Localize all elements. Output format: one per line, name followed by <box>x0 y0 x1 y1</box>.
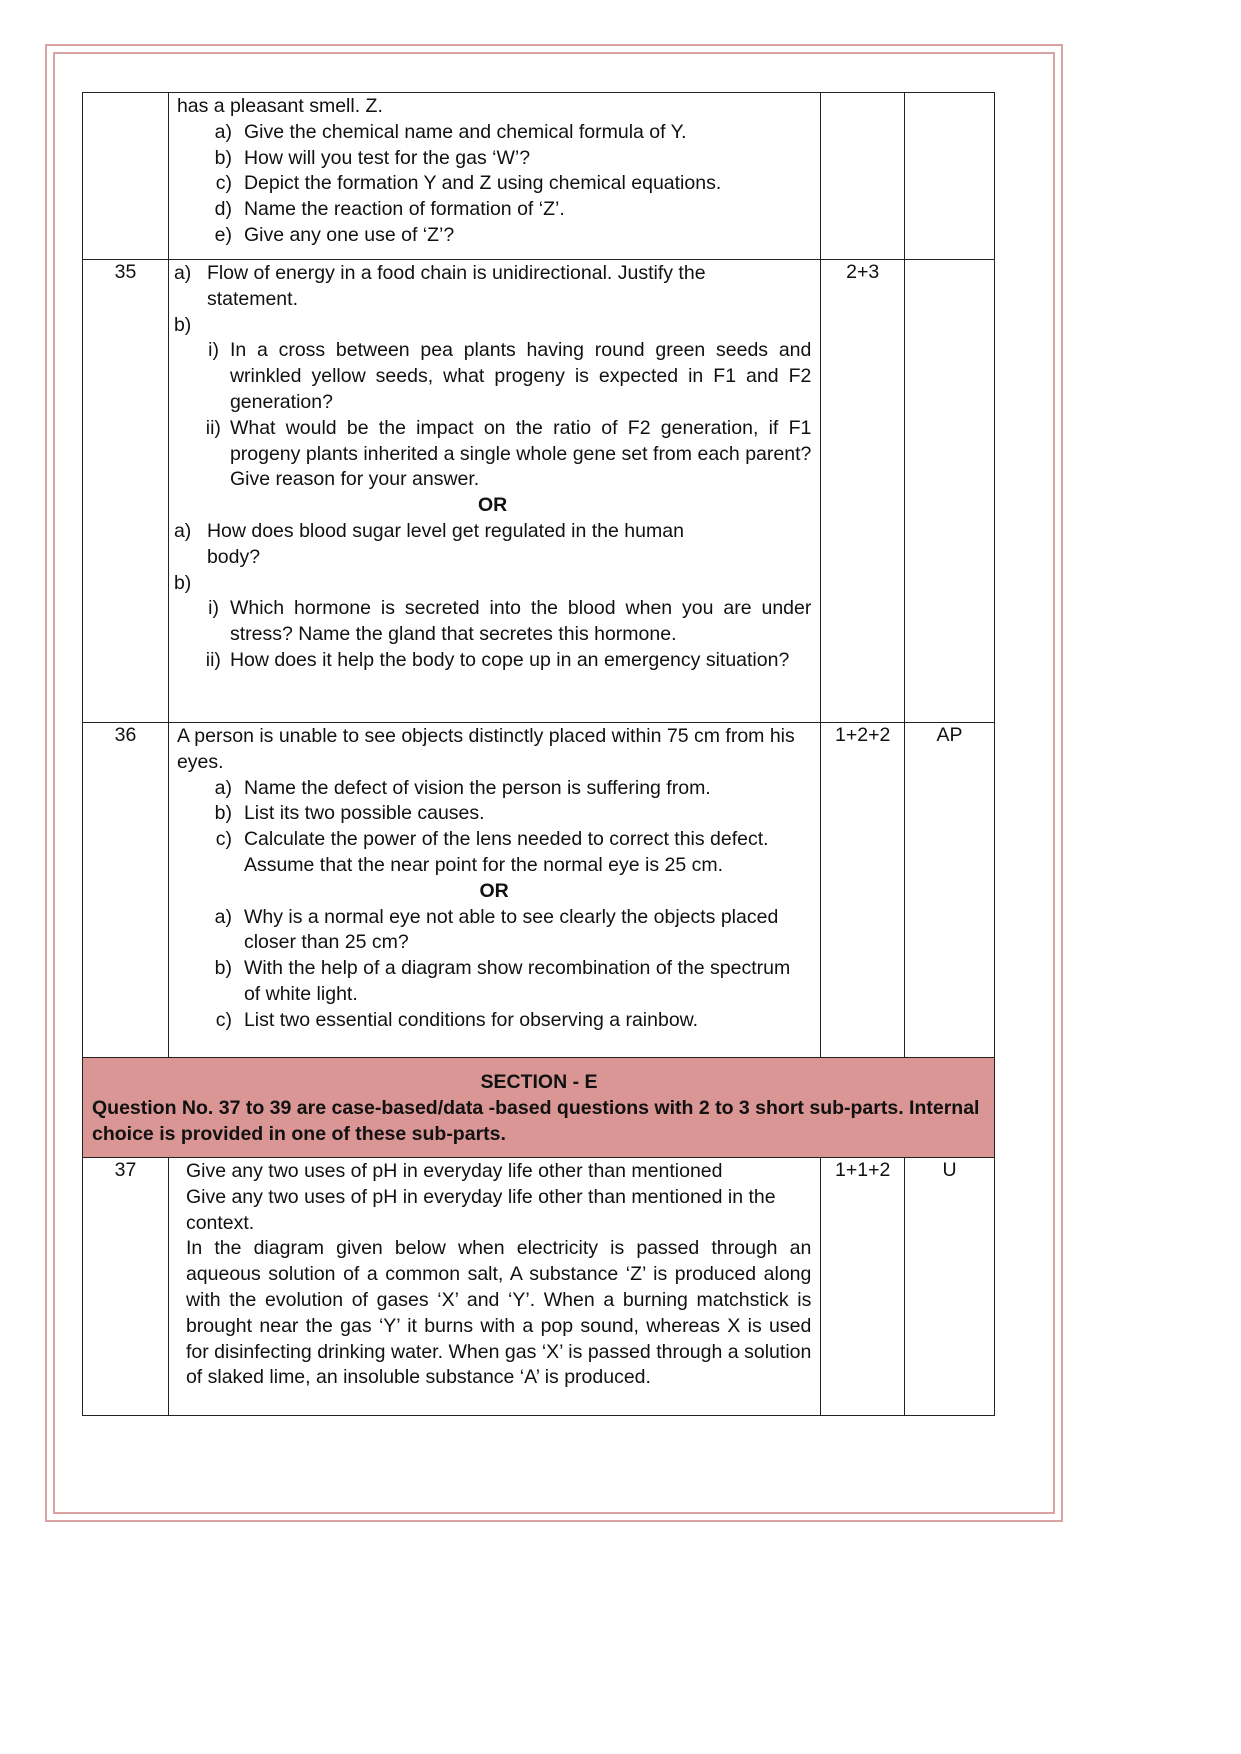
question-text-cell <box>168 1158 820 1416</box>
q35-b2-label: b) <box>173 571 192 594</box>
list-item: b) With the help of a diagram show recombination of the spectrum of white light. <box>214 957 791 1005</box>
list-item: a) How does blood sugar level get regulated in the human body? <box>173 519 684 568</box>
list-item: e) Give any one use of ‘Z’? <box>214 223 455 246</box>
list-item: c) List two essential conditions for observing a rainbow. <box>215 1008 699 1031</box>
list-item: a) Name the defect of vision the person is suffering from. <box>214 776 711 799</box>
question-text-cell <box>168 723 820 1058</box>
q37-para2: In the diagram given below when electricity is passed through an aqueous solution of a common salt, A substance ‘Z’ is produced along with the evolution of gases ‘X’ and ‘Y’. When a burning matchstick is brought near the gas ‘Y’ it burns with a pop sound, whereas X is used for disinfecting drinking water. When gas ‘X’ is passed through a solution of slaked lime, an insoluble substance ‘A’ is produced. <box>185 1237 812 1389</box>
list-item: a) Give the chemical name and chemical formula of Y. <box>214 120 687 143</box>
category-cell <box>905 93 995 260</box>
list-item: b) How will you test for the gas ‘W’? <box>214 146 531 169</box>
question-text-cell <box>168 93 820 260</box>
question-number: 35 <box>83 260 169 723</box>
question-number: 36 <box>83 723 169 1058</box>
list-item: ii) What would be the impact on the ratio of F2 generation, if F1 progeny plants inherited a single whole gene set from each parent? Give reason for your answer. <box>205 416 812 491</box>
list-item: c) Calculate the power of the lens needed to correct this defect. Assume that the near point for the normal eye is 25 cm. <box>215 828 769 876</box>
table-row-q34-continued <box>83 93 995 260</box>
q37-line1: Give any two uses of pH in everyday life other than mentioned <box>185 1160 723 1182</box>
q37-para1: Give any two uses of pH in everyday life other than mentioned in the context. <box>185 1185 776 1234</box>
table-row-q35 <box>83 260 995 723</box>
table-row-q36 <box>83 723 995 1058</box>
list-item: b) List its two possible causes. <box>214 802 485 825</box>
marks-cell: 1+2+2 <box>821 723 905 1058</box>
q36-intro: A person is unable to see objects distinctly placed within 75 cm from his eyes. <box>176 725 795 773</box>
section-e-header <box>83 1058 995 1158</box>
q35-b-label: b) <box>173 313 192 336</box>
q34-intro: has a pleasant smell. Z. <box>176 95 383 117</box>
or-divider: OR <box>478 494 508 517</box>
question-table <box>82 92 995 1416</box>
or-divider: OR <box>479 879 509 902</box>
section-e-cell <box>83 1058 995 1158</box>
list-item: ii) How does it help the body to cope up in an emergency situation? <box>205 648 790 671</box>
list-item: i) Which hormone is secreted into the blood when you are under stress? Name the gland that secretes this hormone. <box>208 597 812 646</box>
marks-cell <box>821 93 905 260</box>
category-cell: U <box>905 1158 995 1416</box>
list-item: a) Flow of energy in a food chain is unidirectional. Justify the statement. <box>173 262 706 310</box>
list-item: d) Name the reaction of formation of ‘Z’. <box>214 198 565 221</box>
section-description: Question No. 37 to 39 are case-based/data -based questions with 2 to 3 short sub-parts. Internal choice is provided in one of these sub-parts. <box>92 1096 980 1145</box>
table-row-q37 <box>83 1158 995 1416</box>
category-cell: AP <box>905 723 995 1058</box>
question-number-cell <box>83 93 169 260</box>
section-title: SECTION - E <box>480 1071 598 1093</box>
question-number: 37 <box>83 1158 169 1416</box>
marks-cell: 2+3 <box>821 260 905 723</box>
list-item: a) Why is a normal eye not able to see clearly the objects placed closer than 25 cm? <box>214 905 779 954</box>
list-item: i) In a cross between pea plants having round green seeds and wrinkled yellow seeds, what progeny is expected in F1 and F2 generation? <box>208 339 812 413</box>
marks-cell: 1+1+2 <box>821 1158 905 1416</box>
list-item: c) Depict the formation Y and Z using chemical equations. <box>215 172 722 195</box>
category-cell <box>905 260 995 723</box>
question-text-cell <box>168 260 820 723</box>
